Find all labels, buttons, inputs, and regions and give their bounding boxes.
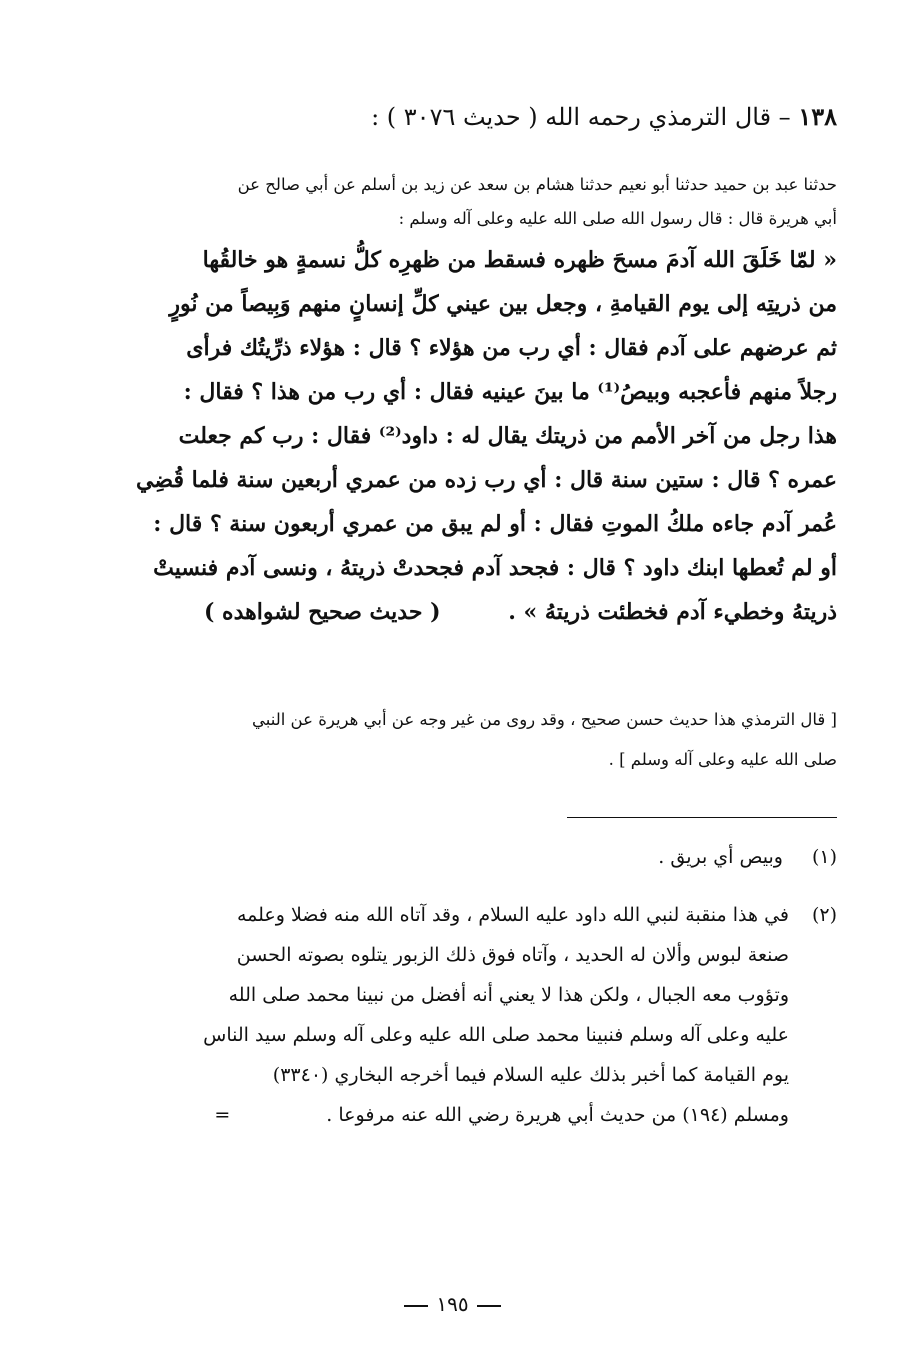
dash-left xyxy=(477,1305,501,1307)
hadith-line: أو لم تُعطها ابنك داود ؟ قال : فجحد آدم فجحدتْ ذريتهُ ، ونسى آدم فنسيتْ xyxy=(153,555,837,581)
continuation-mark: = xyxy=(214,1104,231,1126)
footnote-2 xyxy=(117,895,837,1135)
hadith-line: عمره ؟ قال : ستين سنة قال : أي رب زده من عمري أربعين سنة فلما قُضِي xyxy=(136,467,837,493)
hadith-number: ١٣٨ xyxy=(798,102,837,131)
footnote-text: في هذا منقبة لنبي الله داود عليه السلام ، وقد آتاه الله منه فضلا وعلمه xyxy=(236,904,789,926)
hadith-text xyxy=(127,238,837,634)
hadith-grade: ( حديث صحيح لشواهده ) xyxy=(203,599,441,625)
comment-line: [ قال الترمذي هذا حديث حسن صحيح ، وقد روى من غير وجه عن أبي هريرة عن النبي xyxy=(251,710,837,729)
isnad-line: أبي هريرة قال : قال رسول الله صلى الله عليه وعلى آله وسلم : xyxy=(398,209,837,228)
footnote-line: صنعة لبوس وألان له الحديد ، وآتاه فوق ذلك الزبور يتلوه بصوته الحسن xyxy=(236,944,789,966)
page-number-text: ١٩٥ xyxy=(436,1292,469,1316)
tirmidhi-comment xyxy=(137,700,837,780)
footnote-1 xyxy=(117,837,837,877)
hadith-line: عُمر آدم جاءه ملكُ الموتِ فقال : أو لم يبق من عمري أربعون سنة ؟ قال : xyxy=(153,511,837,537)
hadith-line: من ذريتِه إلى يوم القيامةِ ، وجعل بين عيني كلِّ إنسانٍ منهم وَبِيصاً من نُورٍ xyxy=(169,291,837,317)
footnote-line xyxy=(117,895,837,935)
hadith-heading-text: – قال الترمذي رحمه الله ( حديث ٣٠٧٦ ) : xyxy=(371,103,791,131)
footnote-line: وتؤوب معه الجبال ، ولكن هذا لا يعني أنه أفضل من نبينا محمد صلى الله xyxy=(228,984,789,1006)
isnad-chain xyxy=(137,168,837,236)
hadith-line-last xyxy=(127,590,837,634)
hadith-line: هذا رجل من آخر الأمم من ذريتك يقال له : داود⁽²⁾ فقال : رب كم جعلت xyxy=(178,423,837,449)
hadith-line: ثم عرضهم على آدم فقال : أي رب من هؤلاء ؟ قال : هؤلاء ذرِّيتُك فرأى xyxy=(186,335,837,361)
footnote-text: ومسلم (١٩٤) من حديث أبي هريرة رضي الله عنه مرفوعا . xyxy=(326,1104,789,1126)
page-number xyxy=(0,1290,905,1318)
hadith-line: رجلاً منهم فأعجبه وبيصُ⁽¹⁾ ما بينَ عينيه فقال : أي رب من هذا ؟ فقال : xyxy=(183,379,837,405)
isnad-line: حدثنا عبد بن حميد حدثنا أبو نعيم حدثنا هشام بن سعد عن زيد بن أسلم عن أبي صالح عن xyxy=(237,175,837,194)
comment-line: صلى الله عليه وعلى آله وسلم ] . xyxy=(608,750,837,769)
footnote-marker: (١) xyxy=(811,846,837,868)
footnote-marker: (٢) xyxy=(811,904,837,926)
footnote-line-last xyxy=(117,1095,837,1135)
dash-right xyxy=(404,1305,428,1307)
footnote-text: وبيص أي بريق . xyxy=(658,846,783,868)
hadith-last-text: ذريتهُ وخطيء آدم فخطئت ذريتهُ » . xyxy=(508,599,837,625)
hadith-heading xyxy=(137,100,837,134)
hadith-line: « لمّا خَلَقَ الله آدمَ مسحَ ظهره فسقط من ظهرِه كلُّ نسمةٍ هو خالقُها xyxy=(202,247,837,273)
footnote-separator xyxy=(567,817,837,818)
footnote-line: يوم القيامة كما أخبر بذلك عليه السلام فيما أخرجه البخاري (٣٣٤٠) xyxy=(272,1064,789,1086)
footnote-line: عليه وعلى آله وسلم فنبينا محمد صلى الله عليه وعلى آله وسلم سيد الناس xyxy=(203,1024,789,1046)
